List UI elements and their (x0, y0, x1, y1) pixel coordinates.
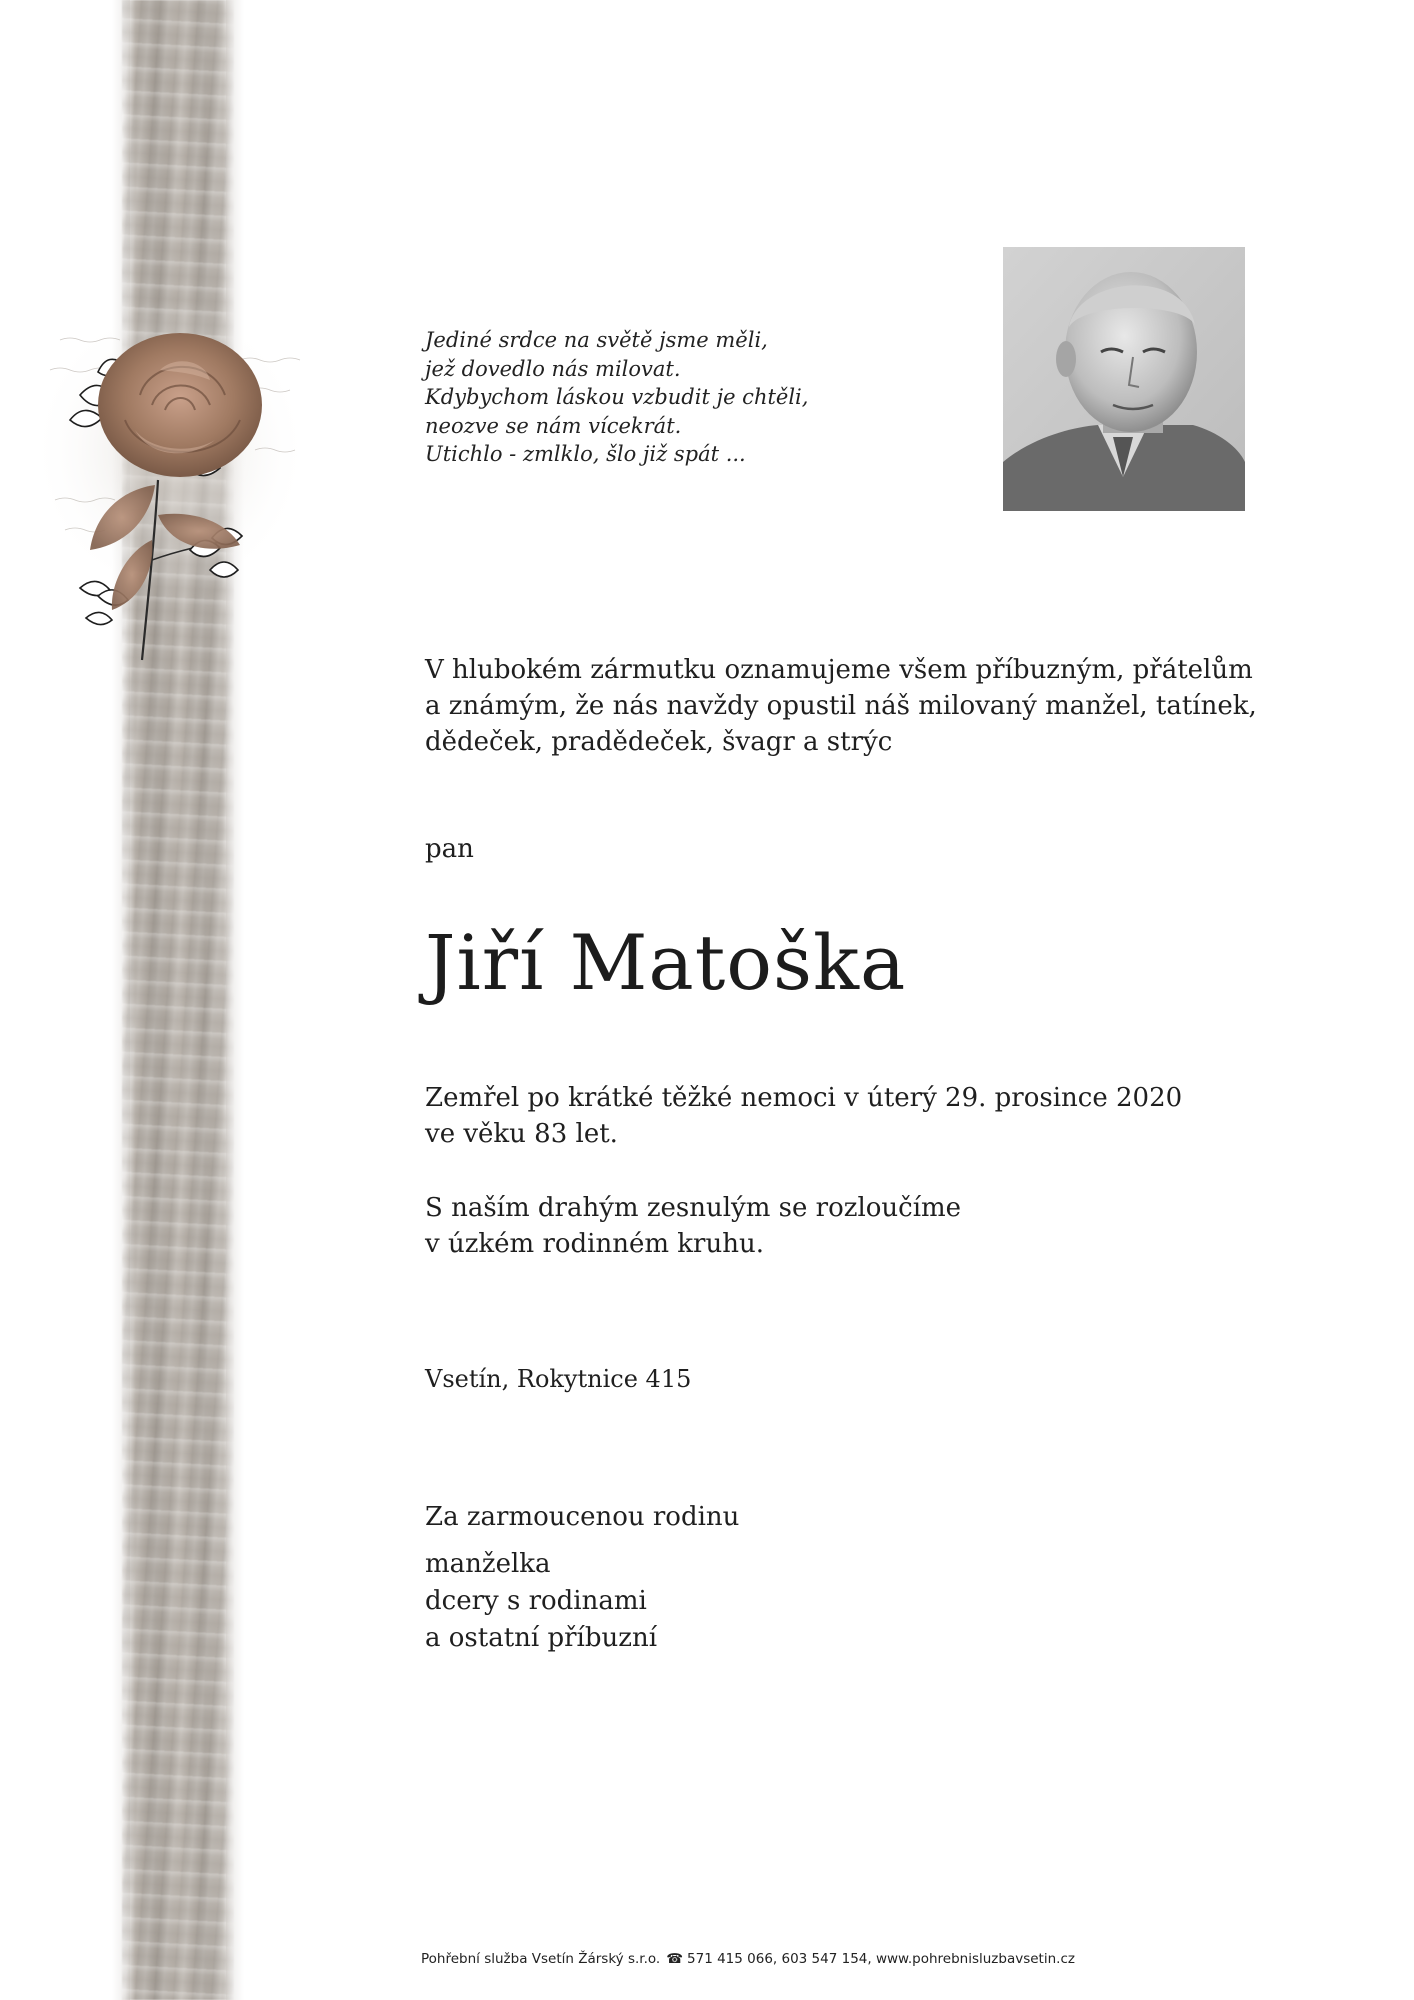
poem-line: Jediné srdce na světě jsme měli, (425, 328, 768, 352)
address: Vsetín, Rokytnice 415 (425, 1365, 692, 1393)
deceased-name: Jiří Matoška (425, 918, 907, 1007)
footer (421, 1950, 1075, 1968)
rose-icon (40, 300, 330, 680)
announcement-line: a známým, že nás navždy opustil náš milovaný manžel, tatínek, (425, 691, 1257, 721)
footer-contact: 571 415 066, 603 547 154, www.pohrebnisluzbavsetin.cz (687, 1951, 1075, 1967)
announcement-line: V hlubokém zármutku oznamujeme všem příbuzným, přátelům (425, 655, 1253, 685)
poem-line: jež dovedlo nás milovat. (425, 356, 681, 381)
death-line: Zemřel po krátké těžké nemoci v úterý 29. prosince 2020 (425, 1083, 1183, 1113)
poem-line: neozve se nám vícekrát. (425, 413, 682, 438)
announcement-line: dědeček, pradědeček, švagr a strýc (425, 727, 893, 757)
portrait-photo (1003, 247, 1245, 511)
honorific: pan (425, 834, 474, 864)
signatories (425, 1546, 657, 1657)
death-notice (425, 1080, 1182, 1152)
farewell-line: S naším drahým zesnulým se rozloučíme (425, 1193, 962, 1223)
signatory: manželka (425, 1549, 551, 1579)
poem (425, 326, 808, 469)
poem-line: Utichlo - zmlklo, šlo již spát ... (425, 442, 746, 466)
farewell-notice (425, 1190, 961, 1262)
poem-line: Kdybychom láskou vzbudit je chtěli, (425, 385, 809, 409)
signatory: dcery s rodinami (425, 1586, 647, 1616)
footer-company: Pohřební služba Vsetín Žárský s.r.o. (421, 1951, 661, 1967)
death-line: ve věku 83 let. (425, 1119, 618, 1149)
family-label: Za zarmoucenou rodinu (425, 1502, 740, 1532)
signatory: a ostatní příbuzní (425, 1623, 658, 1653)
farewell-line: v úzkém rodinném kruhu. (425, 1229, 764, 1259)
announcement (425, 652, 1285, 760)
phone-icon: ☎ (666, 1951, 684, 1967)
